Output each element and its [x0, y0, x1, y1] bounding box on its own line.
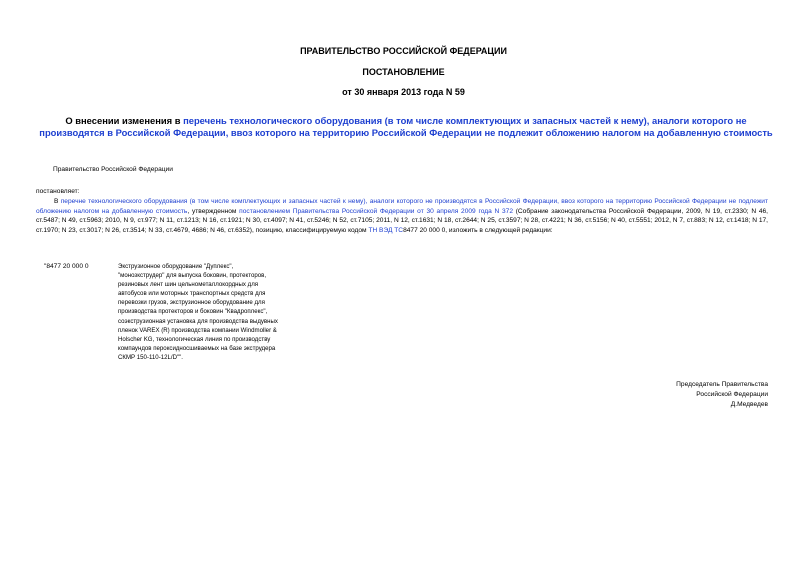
document-type: ПОСТАНОВЛЕНИЕ: [362, 67, 445, 77]
subject-prefix: О внесении изменения в: [65, 115, 184, 126]
paragraph-part-3: (Собрание законодательства Российской Федерации, 2009, N 19, ст.2330; N 46, ст.5487; N 49, ст.5963; 2010, N 9, ст.977; N 11, ст.1213; N 16, ст.1921; N 30, ст.4097; N 41, ст.5246; N 52, ст.7105; 2011, N 12, ст.1631; N 18, ст.2644; N 25, ст.3597; N 28, ст.4221; N 36, ст.5156; N 40, ст.5551; 2012, N 7, ст.883; N 12, ст.1418; N 17, ст.1970; N 23, ст.3017; N 26, ст.3514; N 33, ст.4679, 4686; N 46, ст.6352), позицию, классифицируемую кодом: [36, 207, 768, 234]
government-title: ПРАВИТЕЛЬСТВО РОССИЙСКОЙ ФЕДЕРАЦИИ: [300, 46, 507, 56]
signature-position: Председатель Правительства: [676, 381, 768, 388]
resolution-link[interactable]: постановлением Правительства Российской Федерации от 30 апреля 2009 года N 372: [239, 207, 513, 215]
list-link[interactable]: перечне технологического оборудования (в том числе комплектующих и запасных частей к нему), аналоги которого не производятся в Российской Федерации, ввоз которого на территорию Российской Федерации не подлежит обложению налогом на добавленную стоимость: [36, 198, 769, 215]
issuer-text: Правительство Российской Федерации: [53, 166, 173, 173]
document-subject: [36, 115, 776, 139]
document-date-number: от 30 января 2013 года N 59: [342, 87, 465, 97]
position-description: Экструзионное оборудование "Дуплекс", "монозкструдер" для выпуска боковин, протекторов, резиновых лент шин цельнометаллокордных для автобусов или моторных транспортных средств для перевозки грузов, экструзионное оборудование для производства протекторов и боковин "Квадроплекс", соэкструзионная установка для производства выдувных пленок VAREX (R) производства компании Windmoller & Holscher KG, технологическая линия по производству компаундов пероксидносшиваемых на базе экструдера СКМР 150-110-12L/D"".: [118, 263, 278, 361]
position-code: "8477 20 000 0: [44, 263, 89, 270]
main-paragraph: [36, 197, 768, 235]
subject-list-link[interactable]: перечень технологического оборудования (в том числе комплектующих и запасных частей к нему), аналоги которого не производятся в Российской Федерации, ввоз которого на территорию Российской Федерации не подлежит обложению налогом на добавленную стоимость: [39, 115, 773, 138]
resolves-text: постановляет:: [36, 188, 80, 195]
paragraph-part-4: 8477 20 000 0, изложить в следующей редакции:: [403, 226, 553, 234]
signature-block: [560, 380, 768, 411]
paragraph-part-2: , утвержденном: [187, 207, 240, 215]
tnved-link[interactable]: ТН ВЭД ТС: [368, 226, 404, 234]
signature-name: Д.Медведев: [730, 401, 768, 409]
paragraph-part-1: В: [54, 198, 61, 205]
signature-country: Российской Федерации: [696, 391, 768, 399]
